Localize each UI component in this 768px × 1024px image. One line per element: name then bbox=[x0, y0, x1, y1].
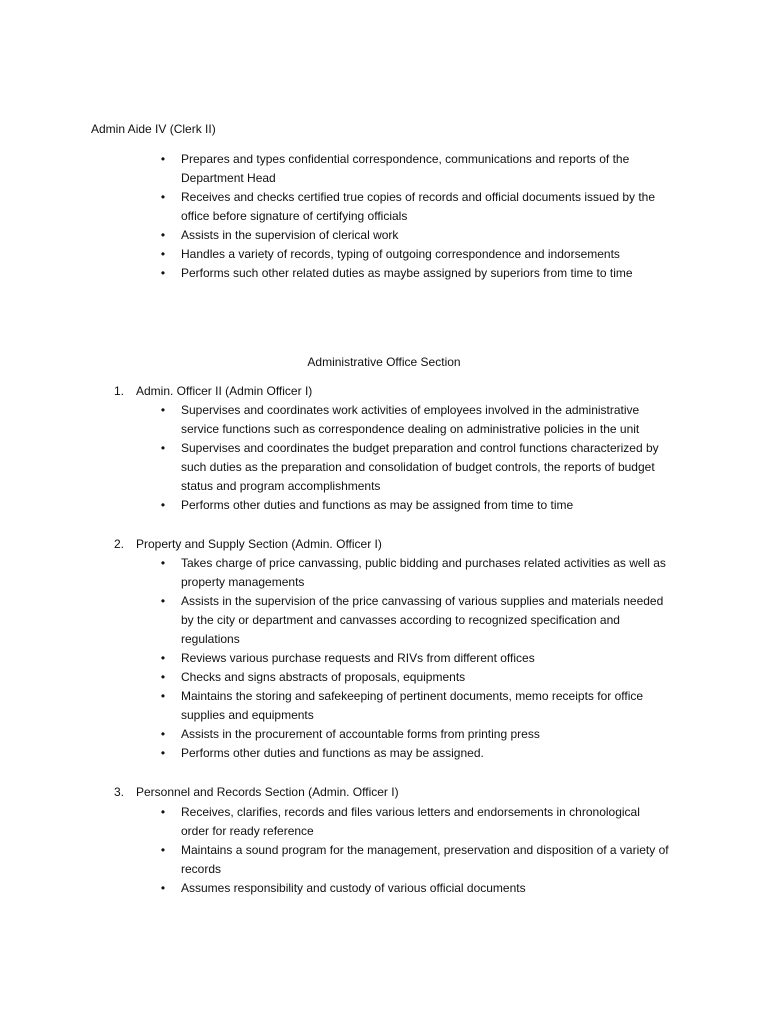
bullet-icon: • bbox=[160, 689, 166, 703]
item-number: 2. bbox=[114, 537, 125, 551]
list-item: • Assists in the supervision of the price canvassing of various supplies and materials needed by the city or department and canvasses according to recognized specification and regulations bbox=[157, 592, 679, 649]
list-item: • Handles a variety of records, typing of outgoing correspondence and indorsements bbox=[157, 245, 677, 264]
bullet-icon: • bbox=[160, 498, 166, 512]
clerk-duties-list bbox=[157, 150, 677, 283]
item-title: Property and Supply Section (Admin. Officer I) bbox=[136, 537, 382, 551]
bullet-icon: • bbox=[160, 651, 166, 665]
list-item: • Performs such other related duties as maybe assigned by superiors from time to time bbox=[157, 264, 677, 283]
item-number: 3. bbox=[114, 785, 125, 799]
list-item: • Assists in the procurement of accountable forms from printing press bbox=[157, 725, 679, 744]
item-title: Personnel and Records Section (Admin. Officer I) bbox=[136, 785, 399, 799]
list-item: • Receives, clarifies, records and files various letters and endorsements in chronological order for ready reference bbox=[157, 803, 669, 841]
bullet-icon: • bbox=[160, 746, 166, 760]
bullet-icon: • bbox=[160, 266, 166, 280]
bullet-icon: • bbox=[160, 228, 166, 242]
bullet-icon: • bbox=[160, 556, 166, 570]
list-item: • Supervises and coordinates work activities of employees involved in the administrative service functions such as correspondence dealing on administrative policies in the unit bbox=[157, 401, 675, 439]
bullet-icon: • bbox=[160, 247, 166, 261]
bullet-icon: • bbox=[160, 152, 166, 166]
bullet-icon: • bbox=[160, 805, 166, 819]
bullet-icon: • bbox=[160, 727, 166, 741]
item-2-duties-list bbox=[157, 554, 679, 763]
item-3-duties-list bbox=[157, 803, 669, 898]
list-item: • Supervises and coordinates the budget preparation and control functions characterized by such duties as the preparation and consolidation of budget controls, the reports of budget status and program accomplishments bbox=[157, 439, 675, 496]
bullet-icon: • bbox=[160, 403, 166, 417]
item-number: 1. bbox=[114, 384, 125, 398]
item-1-duties-list bbox=[157, 401, 675, 515]
list-item: • Prepares and types confidential correspondence, communications and reports of the Department Head bbox=[157, 150, 677, 188]
item-title: Admin. Officer II (Admin Officer I) bbox=[136, 384, 313, 398]
list-item: • Performs other duties and functions as may be assigned. bbox=[157, 744, 679, 763]
bullet-icon: • bbox=[160, 881, 166, 895]
bullet-icon: • bbox=[160, 441, 166, 455]
list-item: • Performs other duties and functions as may be assigned from time to time bbox=[157, 496, 675, 515]
list-item: • Maintains the storing and safekeeping of pertinent documents, memo receipts for office supplies and equipments bbox=[157, 687, 679, 725]
bullet-icon: • bbox=[160, 190, 166, 204]
bullet-icon: • bbox=[160, 594, 166, 608]
clerk-heading: Admin Aide IV (Clerk II) bbox=[91, 122, 216, 136]
list-item: • Takes charge of price canvassing, public bidding and purchases related activities as well as property managements bbox=[157, 554, 679, 592]
bullet-icon: • bbox=[160, 670, 166, 684]
list-item: • Assists in the supervision of clerical work bbox=[157, 226, 677, 245]
list-item: • Checks and signs abstracts of proposals, equipments bbox=[157, 668, 679, 687]
list-item: • Assumes responsibility and custody of various official documents bbox=[157, 879, 669, 898]
list-item: • Maintains a sound program for the management, preservation and disposition of a variety of records bbox=[157, 841, 669, 879]
bullet-icon: • bbox=[160, 843, 166, 857]
list-item: • Reviews various purchase requests and RIVs from different offices bbox=[157, 649, 679, 668]
section-title: Administrative Office Section bbox=[307, 355, 461, 369]
list-item: • Receives and checks certified true copies of records and official documents issued by the office before signature of certifying officials bbox=[157, 188, 677, 226]
